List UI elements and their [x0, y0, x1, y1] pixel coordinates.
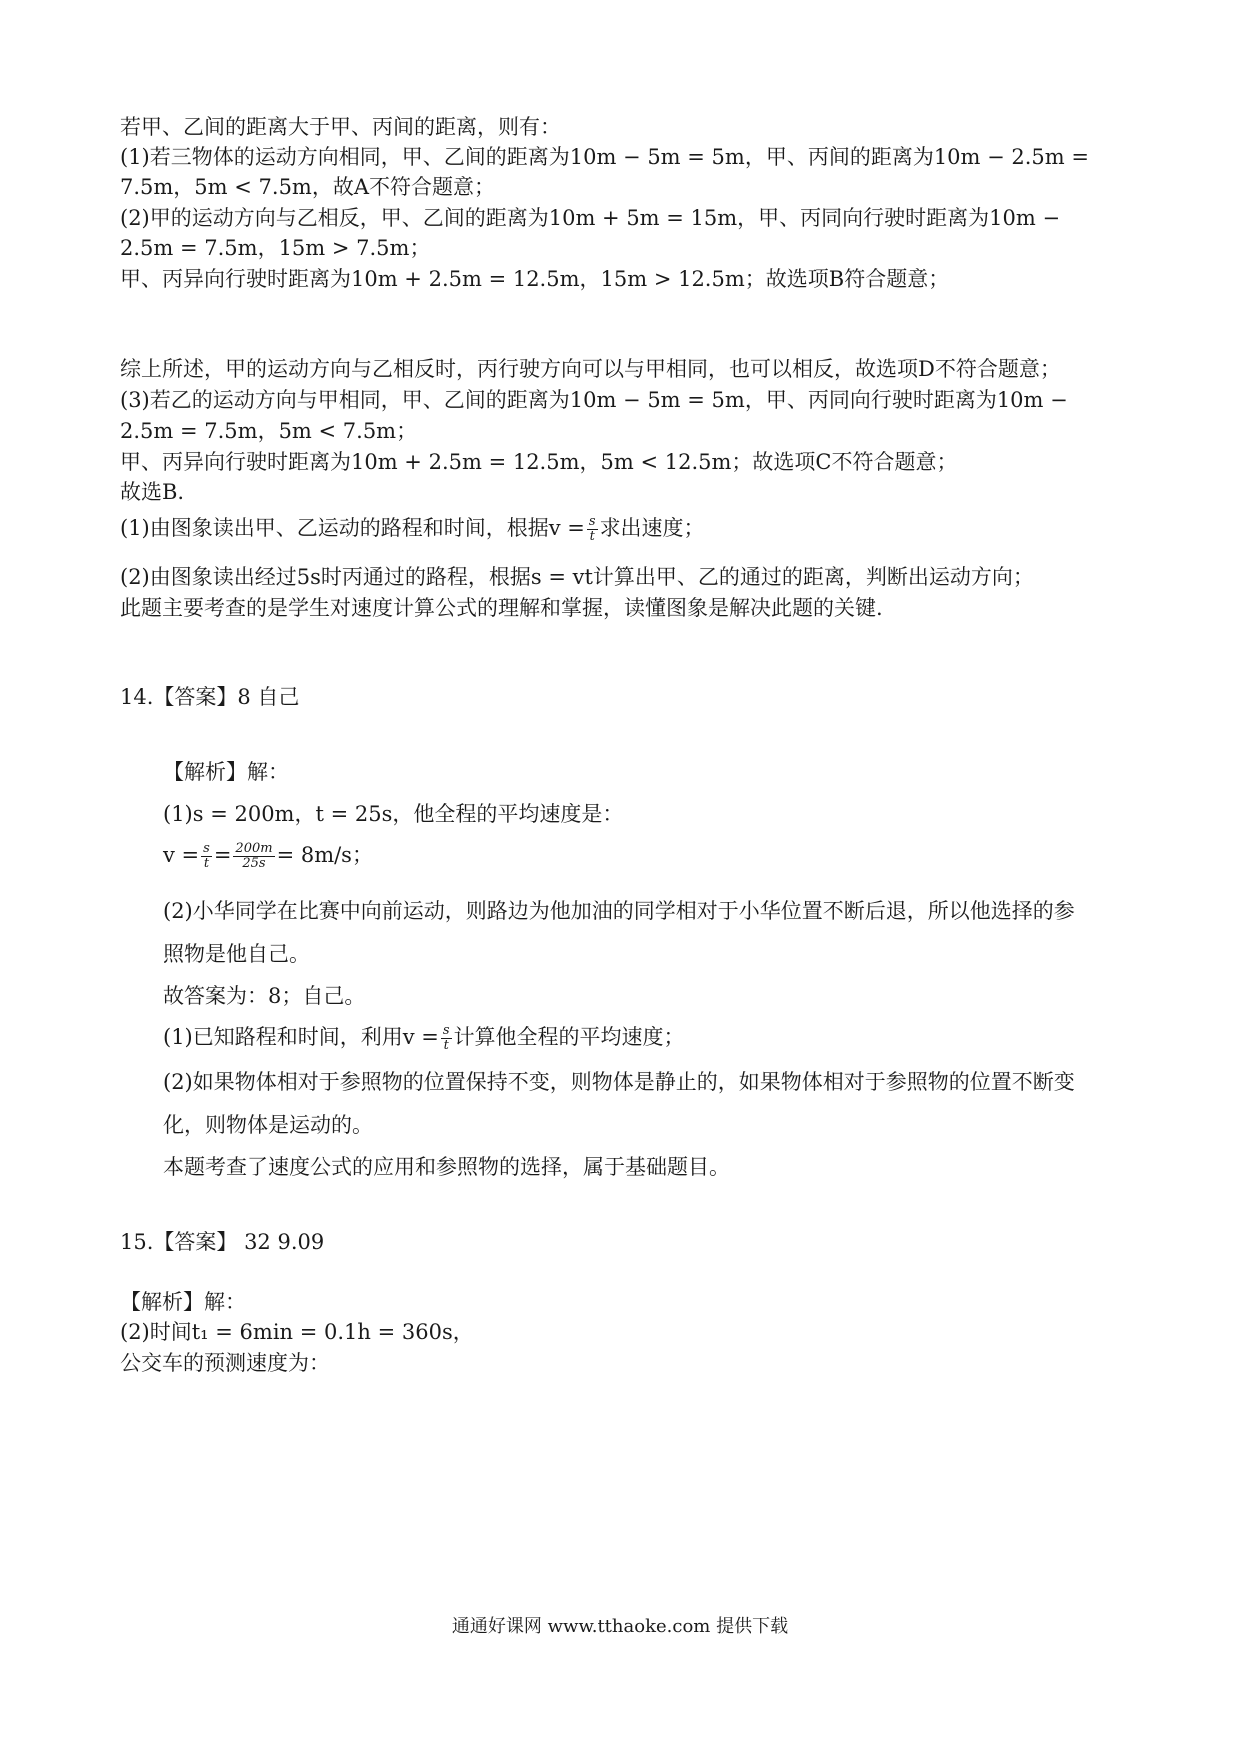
text-line-with-formula: [163, 1022, 1163, 1053]
text-segment: (1)已知路程和时间，利用v =: [163, 1025, 439, 1049]
fraction-numerator: s: [203, 841, 210, 856]
fraction-s-over-t: [587, 515, 598, 544]
fraction-denominator: t: [589, 529, 595, 544]
text-line: 2.5m = 7.5m，15m > 7.5m；: [120, 236, 431, 260]
analysis-heading-15: 【解析】解：: [120, 1290, 246, 1314]
fraction-denominator: t: [203, 856, 210, 871]
text-line: 甲、丙异向行驶时距离为10m + 2.5m = 12.5m，15m > 12.5m；故选项B符合题意；: [120, 267, 950, 291]
fraction-numerator: s: [588, 514, 596, 529]
fraction-s-over-t: [201, 842, 212, 871]
answer-heading-15: 15.【答案】 32 9.09: [120, 1230, 325, 1254]
text-line: (1)若三物体的运动方向相同，甲、乙间的距离为10m − 5m = 5m，甲、丙间的距离为10m − 2.5m =: [120, 145, 1089, 169]
text-line: (3)若乙的运动方向与甲相同，甲、乙间的距离为10m − 5m = 5m，甲、丙同向行驶时距离为10m −: [120, 388, 1068, 412]
text-line-with-formula: [120, 513, 1120, 544]
text-line: (2)甲的运动方向与乙相反，甲、乙间的距离为10m + 5m = 15m，甲、丙同向行驶时距离为10m −: [120, 206, 1061, 230]
text-segment: v =: [163, 843, 200, 867]
text-line: 7.5m，5m < 7.5m，故A不符合题意；: [120, 175, 496, 199]
fraction-denominator: t: [443, 1038, 449, 1053]
text-segment: 计算他全程的平均速度；: [453, 1025, 685, 1049]
answer-heading-14: 14.【答案】8 自己: [120, 685, 300, 709]
fraction-s-over-t: [441, 1024, 452, 1053]
page-footer: 通通好课网 www.tthaoke.com 提供下载: [451, 1616, 789, 1637]
text-line: 本题考查了速度公式的应用和参照物的选择，属于基础题目。: [163, 1155, 730, 1179]
text-line: 故答案为：8；自己。: [163, 984, 366, 1008]
text-line: 化，则物体是运动的。: [163, 1113, 373, 1137]
analysis-heading-14: 【解析】解：: [163, 760, 289, 784]
text-segment: = 8m/s；: [276, 843, 373, 867]
text-line: 若甲、乙间的距离大于甲、丙间的距离，则有：: [120, 115, 561, 139]
formula-line: [163, 840, 1163, 871]
text-line: 公交车的预测速度为：: [120, 1351, 330, 1375]
text-line: 照物是他自己。: [163, 942, 310, 966]
text-segment: 求出速度；: [599, 516, 705, 540]
text-line: 2.5m = 7.5m，5m < 7.5m；: [120, 419, 418, 443]
fraction-distance-over-time: [233, 842, 274, 871]
text-line: (2)时间t₁ = 6min = 0.1h = 360s，: [120, 1320, 474, 1344]
text-segment: (1)由图象读出甲、乙运动的路程和时间，根据v =: [120, 516, 585, 540]
fraction-numerator: 200m: [235, 841, 273, 856]
text-line: (2)如果物体相对于参照物的位置保持不变，则物体是静止的，如果物体相对于参照物的位置不断变: [163, 1070, 1075, 1094]
text-line: (2)由图象读出经过5s时丙通过的路程，根据s = vt计算出甲、乙的通过的距离，判断出运动方向；: [120, 565, 1034, 589]
text-line: (2)小华同学在比赛中向前运动，则路边为他加油的同学相对于小华位置不断后退，所以他选择的参: [163, 899, 1075, 923]
fraction-numerator: s: [442, 1023, 450, 1038]
text-line: 综上所述，甲的运动方向与乙相反时，丙行驶方向可以与甲相同，也可以相反，故选项D不符合题意；: [120, 357, 1061, 381]
text-line: 故选B.: [120, 480, 185, 504]
fraction-denominator: 25s: [242, 856, 266, 871]
text-segment: =: [213, 843, 232, 867]
text-line: (1)s = 200m，t = 25s，他全程的平均速度是：: [163, 802, 624, 826]
text-line: 此题主要考查的是学生对速度计算公式的理解和掌握，读懂图象是解决此题的关键.: [120, 596, 883, 620]
text-line: 甲、丙异向行驶时距离为10m + 2.5m = 12.5m，5m < 12.5m；故选项C不符合题意；: [120, 450, 958, 474]
